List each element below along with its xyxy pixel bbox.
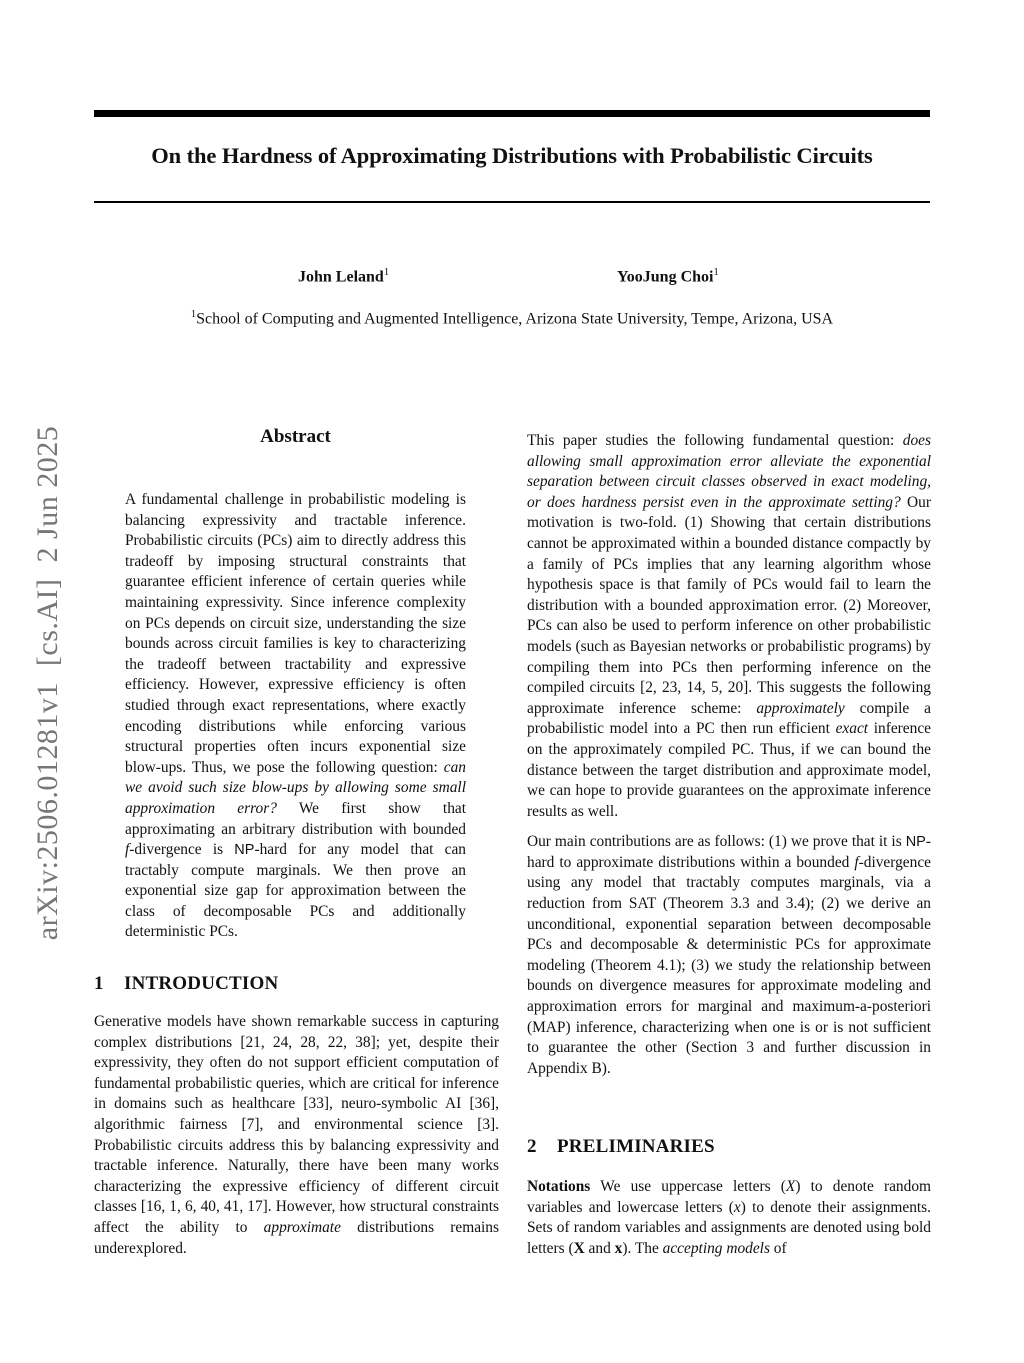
section-title: PRELIMINARIES	[557, 1136, 715, 1157]
abstract-paragraph	[125, 490, 466, 943]
f-symbol: f	[854, 853, 859, 871]
body-emphasis: does allowing small approximation error alleviate the exponential separation between circuit classes observed in exact modeling, or does hardness persist even in the approximate setting?	[527, 432, 931, 511]
affiliation	[94, 309, 930, 328]
author-name: YooJung Choi	[617, 268, 714, 286]
body-text: ). The	[622, 1239, 663, 1257]
contributions-paragraph	[527, 832, 931, 1079]
author-2	[617, 267, 719, 286]
body-text: and	[584, 1239, 615, 1257]
body-text: compile a probabilistic model into a PC then run efficient	[527, 699, 931, 738]
math-symbol-bold: X	[573, 1239, 585, 1257]
body-text: We use uppercase letters (	[600, 1178, 786, 1195]
np-symbol: NP	[234, 842, 255, 859]
author-1	[298, 267, 389, 286]
math-symbol: x	[733, 1198, 741, 1216]
body-emphasis: accepting models	[662, 1239, 770, 1257]
paragraph-run-heading: Notations	[527, 1178, 591, 1195]
intro-text: Generative models have shown remarkable success in capturing complex distributions [21, 24, 28, 22, 38]; yet, despite their expressivity, they often do not support efficient computation of fundamental probabilistic queries, which are critical for inference in domains such as healthcare [33], neuro-symbolic AI [36], algorithmic fairness [7], and environmental science [3]. Probabilistic circuits address this by balancing expressivity and tractable inference. Naturally, there have been many works characterizing the expressive efficiency of different circuit classes [16, 1, 6, 40, 41, 17]. However, how structural constraints affect the ability to	[94, 1013, 499, 1236]
body-emphasis: approximately	[756, 699, 845, 717]
section-number: 2	[527, 1136, 537, 1157]
body-text: -divergence using any model that tractably computes marginals, via a reduction from SAT (Theorem 3.3 and 3.4); (2) we derive an unconditional, exponential separation between decomposable PCs and decomposable & deterministic PCs for approximate modeling (Theorem 4.1); (3) we study the relationship between bounds on divergence measures for approximate modeling and approximation errors for marginal and maximum-a-posteriori (MAP) inference, characterizing when one is or is not sufficient to guarantee the other (Section 3 and further discussion in Appendix B).	[527, 853, 931, 1077]
body-text: ) to denote random variables and lowercase letters (	[527, 1178, 931, 1216]
affil-mark: 1	[383, 267, 390, 278]
motivation-paragraph	[527, 431, 931, 822]
affil-mark: 1	[713, 267, 719, 278]
abstract-text: -divergence is	[129, 841, 235, 859]
body-text: Our main contributions are as follows: (1) we prove that it is	[527, 833, 906, 851]
paper-title: On the Hardness of Approximating Distributions with Probabilistic Circuits	[151, 143, 873, 168]
notations-paragraph	[527, 1177, 931, 1259]
f-symbol: f	[125, 841, 130, 859]
body-text: -hard to approximate distributions within a bounded	[527, 833, 931, 871]
affiliation-text: School of Computing and Augmented Intelligence, Arizona State University, Tempe, Arizona, USA	[196, 310, 834, 328]
affil-mark: 1	[190, 309, 197, 320]
np-symbol: NP	[905, 834, 926, 851]
preliminaries-body	[527, 1177, 931, 1269]
introduction-body	[94, 1012, 499, 1269]
arxiv-stamp-text: arXiv:2506.01281v1 [cs.AI] 2 Jun 2025	[31, 425, 64, 941]
abstract-text: We first show that approximating an arbitrary distribution with bounded	[125, 799, 466, 838]
abstract-body	[125, 490, 466, 953]
intro-paragraph	[94, 1012, 499, 1259]
section-preliminaries-heading	[527, 1136, 715, 1158]
section-number: 1	[94, 973, 104, 994]
abstract-question: can we avoid such size blow-ups by allowing some small approximation error?	[125, 758, 466, 817]
math-symbol-bold: x	[614, 1239, 623, 1257]
body-text: of	[769, 1239, 787, 1257]
body-text: ) to denote their assignments. Sets of random variables and assignments are denoted using bold letters (	[527, 1198, 931, 1257]
right-column-body	[527, 431, 931, 1089]
body-text: This paper studies the following fundamental question:	[527, 432, 903, 449]
section-title: INTRODUCTION	[124, 973, 279, 994]
intro-text: distributions remains underexplored.	[94, 1218, 499, 1257]
title-bottom-rule	[94, 201, 930, 203]
body-text: inference on the approximately compiled PC. Thus, if we can bound the distance between the target distribution and approximate model, we can hope to provide guarantees on the approximate inference results as well.	[527, 720, 932, 820]
author-name: John Leland	[298, 268, 384, 286]
title-top-rule	[94, 110, 930, 117]
abstract-text: A fundamental challenge in probabilistic modeling is balancing expressivity and tractable inference. Probabilistic circuits (PCs) aim to directly address this tradeoff by imposing structural constraints that guarantee efficient inference of certain queries while maintaining expressivity. Since inference complexity on PCs depends on circuit size, understanding the size bounds across circuit families is key to characterizing the tradeoff between tractability and expressive efficiency. However, expressive efficiency is often studied through exact representations, where exactly encoding distributions while enforcing various structural properties often incurs exponential size blow-ups. Thus, we pose the following question:	[125, 491, 466, 776]
intro-emphasis: approximate	[263, 1218, 341, 1236]
abstract-text: -hard for any model that can tractably compute marginals. We then prove an exponential size gap for approximation between the class of decomposable PCs and additionally deterministic PCs.	[125, 841, 466, 941]
abstract-heading: Abstract	[260, 426, 331, 447]
section-introduction-heading	[94, 973, 278, 995]
body-text: Our motivation is two-fold. (1) Showing that certain distributions cannot be approximated within a bounded distance compactly by a family of PCs implies that any learning algorithm whose hypothesis space is that family of PCs would fail to learn the distribution with a bounded approximation error. (2) Moreover, PCs can also be used to perform inference on other probabilistic models (such as Bayesian networks or probabilistic programs) by compiling them into PCs then performing inference on the compiled circuits [2, 23, 14, 5, 20]. This suggests the following approximate inference scheme:	[527, 493, 931, 717]
body-emphasis: exact	[835, 720, 869, 738]
math-symbol: X	[785, 1178, 796, 1195]
